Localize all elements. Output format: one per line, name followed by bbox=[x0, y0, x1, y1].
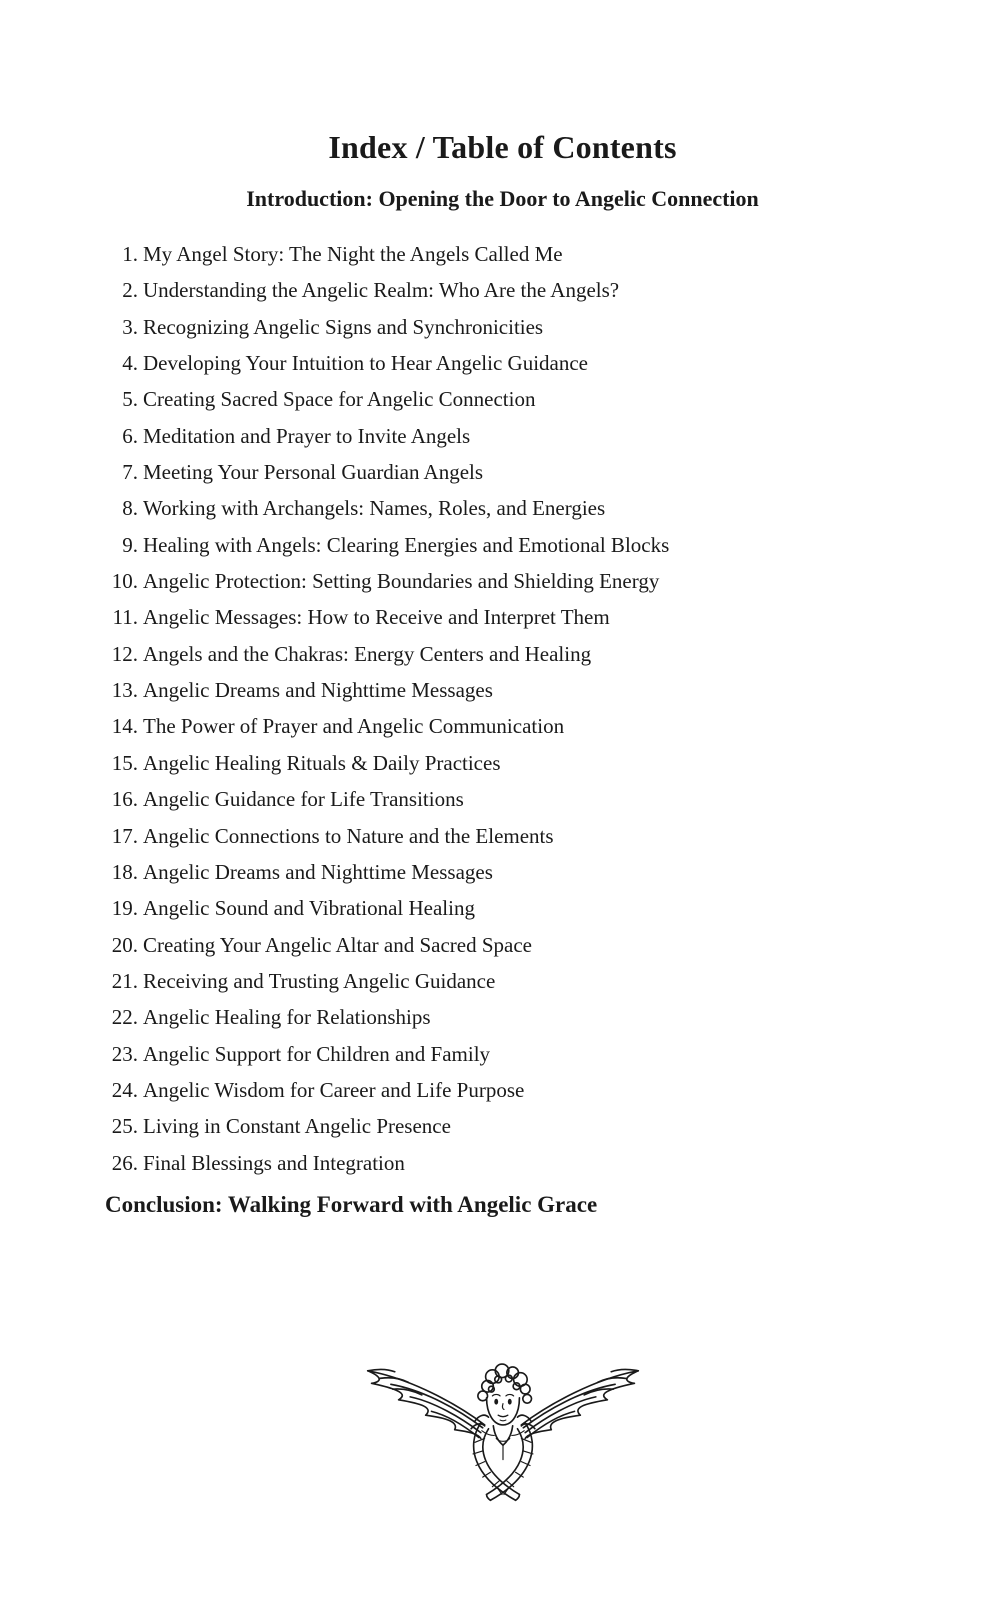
chapter-title: Angelic Support for Children and Family bbox=[143, 1041, 491, 1066]
chapter-item bbox=[105, 527, 945, 563]
chapter-title: Creating Sacred Space for Angelic Connection bbox=[143, 387, 536, 412]
conclusion-heading: Conclusion: Walking Forward with Angelic Grace bbox=[105, 1191, 598, 1217]
chapter-item bbox=[105, 418, 945, 454]
chapter-number: 3. bbox=[122, 314, 138, 339]
chapter-item bbox=[105, 1145, 945, 1181]
chapter-title: Final Blessings and Integration bbox=[143, 1150, 405, 1175]
chapter-title: Receiving and Trusting Angelic Guidance bbox=[143, 968, 496, 993]
chapter-item bbox=[105, 854, 945, 890]
chapter-number: 11. bbox=[112, 605, 138, 630]
chapter-number: 20. bbox=[111, 932, 138, 957]
chapter-item bbox=[105, 636, 945, 672]
chapter-title: Healing with Angels: Clearing Energies and Emotional Blocks bbox=[143, 532, 670, 557]
chapter-number: 8. bbox=[122, 496, 138, 521]
chapter-title: Angelic Messages: How to Receive and Interpret Them bbox=[143, 605, 610, 630]
chapter-number: 21. bbox=[111, 968, 138, 993]
chapter-item bbox=[105, 599, 945, 635]
cherub-angel-icon bbox=[0, 1336, 1005, 1513]
chapter-title: Angelic Healing Rituals & Daily Practices bbox=[143, 750, 501, 775]
chapter-title: Angelic Wisdom for Career and Life Purpose bbox=[143, 1077, 525, 1102]
chapter-title: Angelic Healing for Relationships bbox=[143, 1005, 431, 1030]
chapter-number: 4. bbox=[122, 351, 138, 376]
chapter-item bbox=[105, 708, 945, 744]
chapter-title: Living in Constant Angelic Presence bbox=[143, 1114, 451, 1139]
chapter-item bbox=[105, 345, 945, 381]
chapter-number: 19. bbox=[111, 896, 138, 921]
chapter-title: Angelic Connections to Nature and the Elements bbox=[143, 823, 554, 848]
chapter-list bbox=[105, 236, 945, 1181]
chapter-item bbox=[105, 309, 945, 345]
chapter-item bbox=[105, 563, 945, 599]
chapter-item bbox=[105, 381, 945, 417]
chapter-item bbox=[105, 272, 945, 308]
introduction-heading: Introduction: Opening the Door to Angelic Connection bbox=[246, 186, 759, 211]
chapter-item bbox=[105, 672, 945, 708]
chapter-number: 24. bbox=[111, 1077, 138, 1102]
chapter-number: 5. bbox=[122, 387, 138, 412]
chapter-title: Angelic Sound and Vibrational Healing bbox=[143, 896, 475, 921]
chapter-item bbox=[105, 818, 945, 854]
chapter-number: 9. bbox=[122, 532, 138, 557]
chapter-number: 14. bbox=[111, 714, 138, 739]
chapter-number: 12. bbox=[111, 641, 138, 666]
chapter-number: 6. bbox=[122, 423, 138, 448]
chapter-number: 15. bbox=[111, 750, 138, 775]
chapter-number: 18. bbox=[111, 859, 138, 884]
chapter-item bbox=[105, 1072, 945, 1108]
chapter-number: 10. bbox=[111, 569, 138, 594]
chapter-item bbox=[105, 963, 945, 999]
chapter-number: 7. bbox=[122, 460, 138, 485]
chapter-title: Meeting Your Personal Guardian Angels bbox=[143, 460, 484, 485]
chapter-number: 1. bbox=[122, 242, 138, 266]
chapter-item bbox=[105, 999, 945, 1035]
chapter-number: 13. bbox=[111, 678, 138, 703]
chapter-number: 16. bbox=[111, 787, 138, 812]
chapter-title: Angelic Guidance for Life Transitions bbox=[143, 787, 464, 812]
chapter-title: Angelic Dreams and Nighttime Messages bbox=[143, 678, 493, 703]
chapter-item bbox=[105, 745, 945, 781]
chapter-number: 26. bbox=[111, 1150, 138, 1175]
chapter-title: Angels and the Chakras: Energy Centers and Healing bbox=[143, 641, 592, 666]
chapter-item bbox=[105, 1108, 945, 1144]
chapter-number: 2. bbox=[122, 278, 138, 303]
chapter-number: 25. bbox=[111, 1114, 138, 1139]
page-title: Index / Table of Contents bbox=[328, 129, 677, 165]
chapter-item bbox=[105, 781, 945, 817]
chapter-item bbox=[105, 454, 945, 490]
chapter-item bbox=[105, 1036, 945, 1072]
chapter-title: Angelic Protection: Setting Boundaries and Shielding Energy bbox=[143, 569, 660, 594]
chapter-title: Angelic Dreams and Nighttime Messages bbox=[143, 859, 493, 884]
chapter-number: 22. bbox=[111, 1005, 138, 1030]
chapter-title: Developing Your Intuition to Hear Angelic Guidance bbox=[143, 351, 588, 376]
chapter-number: 17. bbox=[111, 823, 138, 848]
chapter-title: Understanding the Angelic Realm: Who Are the Angels? bbox=[143, 278, 620, 303]
chapter-title: Meditation and Prayer to Invite Angels bbox=[143, 423, 471, 448]
chapter-title: The Power of Prayer and Angelic Communication bbox=[143, 714, 565, 739]
chapter-title: Recognizing Angelic Signs and Synchronicities bbox=[143, 314, 544, 339]
chapter-title: Creating Your Angelic Altar and Sacred Space bbox=[143, 932, 532, 957]
chapter-title: Working with Archangels: Names, Roles, and Energies bbox=[143, 496, 606, 521]
chapter-item bbox=[105, 236, 945, 272]
chapter-item bbox=[105, 927, 945, 963]
chapter-number: 23. bbox=[111, 1041, 138, 1066]
chapter-title: My Angel Story: The Night the Angels Called Me bbox=[143, 242, 563, 266]
chapter-item bbox=[105, 890, 945, 926]
chapter-item bbox=[105, 490, 945, 526]
